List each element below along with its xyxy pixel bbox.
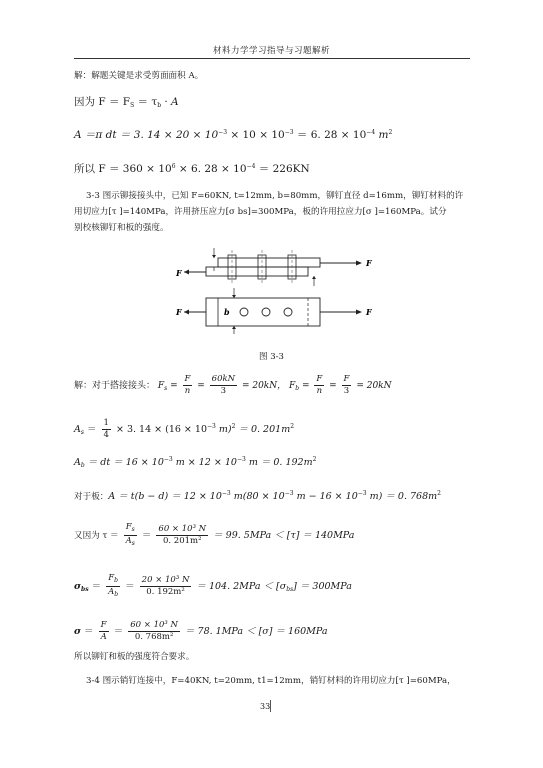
force-label-left-top: F — [176, 268, 182, 278]
fraction — [99, 620, 109, 643]
frac-num: 20 × 10³ N — [141, 575, 190, 585]
eq-sup: 2 — [290, 423, 295, 430]
arrow-head — [212, 255, 216, 258]
frac-num: $F_s$ — [124, 522, 137, 536]
frac-den: 4 — [103, 430, 109, 440]
page-number: 33 — [260, 702, 271, 711]
eq-text: m(80 × 10 — [230, 491, 285, 502]
force-label-left-bottom: F — [176, 307, 182, 317]
force-label-right-bottom: F — [366, 307, 372, 317]
eq-text: × 6. 28 × 10 — [175, 163, 247, 175]
eq-text: ＝ dt ＝ 16 × 10 — [84, 457, 164, 468]
force-label-right-top: F — [366, 258, 372, 268]
frac-den: 0. 192m² — [146, 587, 185, 597]
solution-bearing-area-line — [74, 453, 316, 472]
eq-sup: −3 — [163, 456, 173, 463]
eq-symbol: $A_b$ — [74, 457, 85, 469]
arrow-head — [232, 295, 236, 298]
eq-text: 所以 F ＝ 360 × 10 — [74, 163, 172, 175]
arrow-head — [356, 261, 362, 266]
eq-text: ＝ 0. 201m — [235, 424, 291, 435]
bottom-plate — [206, 267, 308, 276]
eq-text: ] ＝ 300MPa — [293, 581, 352, 592]
eq-text: 因为 F ＝ F — [74, 96, 131, 108]
solution-intro-line: 解：解题关键是求受剪面面积 A。 — [74, 71, 204, 81]
frac-den: 3 — [220, 386, 227, 396]
fraction — [124, 522, 137, 549]
eq-sub: bs — [286, 586, 294, 593]
eq-sup: 6 — [171, 163, 176, 170]
eq-symbol: σ — [74, 626, 82, 637]
frac-num: F — [99, 620, 109, 632]
solution-tensile-stress-line: σ ＝ $\frac{F}{A}$ ＝ $\frac{\text{60 × 10³ N}}{\text{0. 768m²}}$ ＝ 78. 1MPa ＜ [σ] ＝ 160MPa — [74, 620, 328, 642]
fraction — [128, 620, 180, 643]
running-header: 材料力学学习指导与习题解析 — [212, 46, 330, 56]
frac-den: $A_b$ — [108, 587, 119, 598]
fraction — [210, 374, 237, 397]
eq-sup: −3 — [284, 490, 294, 497]
frac-num: F — [316, 374, 323, 384]
eq-sub: s — [164, 385, 168, 392]
eq-text: 解：对于搭接接头： — [74, 381, 156, 391]
solution-shear-area-line: $A_s$ ＝ $\frac{1}{4}$ × 3. $14 \times (16 \times 10^{-3}$ m)$^2$ ＝ 0. $201m^2$ — [74, 418, 295, 440]
frac-num: F — [184, 374, 191, 384]
eq-sup: −3 — [357, 490, 367, 497]
eq-text: m ＝ 0. 192m — [245, 457, 313, 468]
figure-3-3-riveted-joint — [170, 238, 390, 338]
problem-3-3-line-2: 用切应力[τ ]=140MPa，许用挤压应力[σ bs]=300MPa，板的许用拉应力[σ ]=160MPa。试分 — [74, 207, 447, 217]
problem-3-3-line-1: 3-3 图示铆接接头中，已知 F=60KN, t=12mm, b=80mm，铆钉直径 d=16mm，铆钉材料的许 — [86, 191, 464, 201]
solution-shear-force-line: 解：对于搭接接头： $F_s$ = $\frac{F}{n}$ = $\frac{60kN}{3}$ = 20kN， $F_b$ = $\frac{F}{n}$ = $\frac{F}{3}$ = 20kN — [74, 374, 392, 396]
eq-text: ＝ τ — [134, 96, 158, 108]
eq-sup: 2 — [312, 456, 317, 463]
eq-sub: b — [295, 385, 300, 392]
arrow-head — [356, 310, 362, 315]
problem-3-4-line-1: 3-4 图示销钉连接中，F=40KN, t=20mm, t1=12mm，销钉材料的许用切应力[τ ]=60MPa， — [86, 676, 456, 686]
eq-symbol: $\sigma_{bs}$ — [74, 581, 89, 593]
eq-text: ＝ 226KN — [255, 163, 310, 175]
frac-den: 3 — [343, 386, 350, 396]
frac-den: 0. 768m² — [134, 632, 174, 642]
eq-text: = 20kN — [356, 381, 392, 391]
frac-num: F — [343, 374, 350, 384]
arrow-head — [184, 310, 189, 315]
eq-text: ＝ 104. 2MPa ＜ [σ — [196, 581, 287, 592]
solution-conclusion: 所以铆钉和板的强度符合要求。 — [74, 652, 195, 662]
eq-text: m × 12 × 10 — [172, 457, 237, 468]
problem-3-3-line-3: 别校核铆钉和板的强度。 — [74, 223, 169, 233]
frac-den: A — [100, 632, 107, 642]
eq-text: F — [289, 381, 296, 391]
equation-force-result-line — [74, 160, 310, 176]
eq-text: m) ＝ 0. 768m — [366, 491, 438, 502]
frac-den: n — [184, 386, 191, 396]
frac-num: 60 × 10³ N — [130, 620, 178, 630]
frac-num: 1 — [103, 418, 109, 428]
frac-den: n — [316, 386, 323, 396]
eq-text: 对于板： — [74, 492, 109, 502]
fraction — [314, 374, 324, 397]
arrow-head — [232, 326, 236, 329]
eq-text: × 10 × 10 — [227, 129, 285, 141]
eq-sup: −4 — [366, 129, 376, 136]
frac-num: $F_b$ — [106, 573, 120, 587]
eq-text: A ＝π dt ＝ 3. 14 × 20 × 10 — [74, 129, 219, 141]
fraction — [156, 524, 208, 547]
header-rule — [74, 58, 470, 59]
eq-sup: −3 — [218, 129, 228, 136]
eq-sup: 2 — [437, 490, 441, 497]
eq-symbol: $A_s$ — [74, 424, 84, 436]
eq-text: m) — [215, 424, 232, 435]
solution-bearing-stress-line: $\sigma_{bs}$ ＝ $\frac{F_b}{A_b}$ ＝ $\frac{\text{20 × 10³ N}}{\text{0. 192m²}}$ ＝ 104. $2MPa < [\sigma_{bs}] = 300MPa$ — [74, 573, 352, 598]
frac-den: 0. 201m² — [163, 536, 202, 546]
eq-text: ＝ 78. 1MPa ＜ [σ] ＝ 160MPa — [185, 626, 328, 637]
eq-sup: 2 — [388, 129, 393, 136]
rivet-hole-1 — [240, 308, 248, 316]
eq-text: m — [375, 129, 389, 141]
solution-plate-area-line — [74, 487, 441, 504]
arrow-head — [312, 276, 316, 279]
eq-text: 又因为 τ ＝ — [74, 531, 119, 541]
figure-caption: 图 3-3 — [259, 352, 284, 362]
eq-sub: b — [157, 102, 162, 109]
eq-text: m − 16 × 10 — [293, 491, 358, 502]
eq-sup: 2 — [231, 423, 236, 430]
frac-den: $A_s$ — [125, 536, 135, 547]
eq-sup: −4 — [246, 163, 256, 170]
eq-text: A ＝ t(b − d) ＝ 12 × 10 — [108, 491, 222, 502]
eq-sup: −3 — [221, 490, 231, 497]
arrow-head — [184, 270, 189, 275]
rivet-hole-3 — [284, 308, 292, 316]
equation-force-line — [74, 96, 179, 112]
fraction — [342, 374, 352, 397]
equation-area-line — [74, 126, 392, 142]
eq-text: · A — [161, 96, 179, 108]
fraction — [106, 573, 120, 600]
eq-text: ＝ 99. 5MPa ＜ [τ] ＝ 140MPa — [213, 530, 355, 541]
fraction — [183, 374, 193, 397]
eq-sup: −3 — [284, 129, 294, 136]
fraction — [140, 575, 192, 598]
frac-num: 60 × 10³ N — [158, 524, 207, 534]
frac-num: 60kN — [211, 374, 236, 384]
eq-text: F — [157, 381, 165, 391]
top-plate — [218, 258, 320, 267]
eq-text: ＝ 6. 28 × 10 — [293, 129, 367, 141]
eq-sup: −3 — [236, 456, 246, 463]
eq-sup: −3 — [207, 423, 216, 430]
eq-text: = 20kN， — [241, 381, 287, 391]
solution-shear-stress-line: 又因为 τ ＝ $\frac{F_s}{A_s}$ ＝ $\frac{\text{60 × 10³ N}}{\text{0. 201m²}}$ ＝ 99. 5MPa ＜ [τ] ＝ 140MPa — [74, 522, 355, 547]
eq-text: × 3. 14 × (16 × 10 — [115, 424, 208, 435]
fraction — [102, 418, 111, 441]
eq-sub: S — [130, 102, 135, 109]
width-label-b: b — [224, 307, 230, 317]
rivet-hole-2 — [262, 308, 270, 316]
